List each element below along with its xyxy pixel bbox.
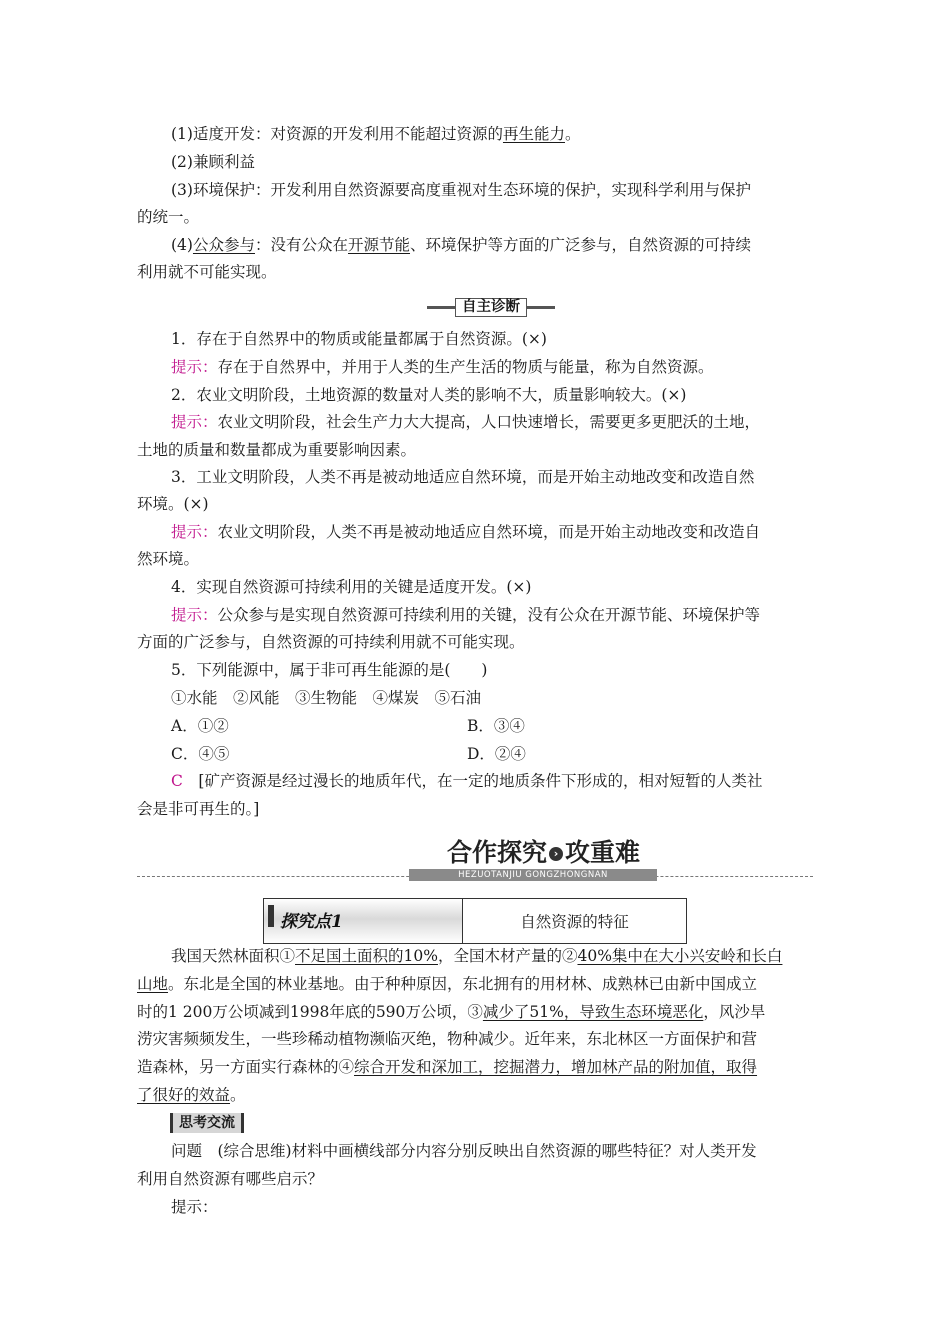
answer-explanation <box>171 771 813 791</box>
explore-label-cell <box>264 899 463 943</box>
label-bar <box>268 905 274 927</box>
hint-2-text: 农业文明阶段，社会生产力大大提高，人口快速增长，需要更多更肥沃的土地， <box>217 413 761 431</box>
hint-label: 提示： <box>171 358 218 376</box>
think-question-line2: 利用自然资源有哪些启示？ <box>137 1170 324 1188</box>
principle-4-underlined-1: 公众参与 <box>192 236 255 254</box>
principle-4-end: 、环境保护等方面的广泛参与，自然资源的可持续 <box>410 236 752 254</box>
passage-text: ，全国木材产量的② <box>437 947 578 965</box>
principle-4-line2: 利用就不可能实现。 <box>137 263 277 281</box>
passage-underline-4: 综合开发和深加工，挖掘潜力，增加林产品的附加值，取得 <box>354 1058 758 1076</box>
hint-3-text: 农业文明阶段，人类不再是被动地适应自然环境，而是开始主动地改变和改造自 <box>217 523 761 541</box>
banner-title-a: 合作探究 <box>447 838 548 867</box>
passage-underline-3: 减少了51%，导致生态环境恶化 <box>482 1003 704 1021</box>
option-a: A．①② <box>171 717 229 735</box>
explore-point-box <box>263 898 687 944</box>
hint-2 <box>171 412 813 432</box>
passage-text: 。东北是全国的林业基地。由于种种原因，东北拥有的用材林、成熟林已由新中国成立 <box>168 975 758 993</box>
question-4: 4．实现自然资源可持续利用的关键是适度开发。(×) <box>171 578 532 596</box>
question-2: 2．农业文明阶段，土地资源的数量对人类的影响不大，质量影响较大。(×) <box>171 386 687 404</box>
section-banner <box>137 836 813 886</box>
think-hint: 提示： <box>171 1198 218 1216</box>
banner-title <box>447 836 640 870</box>
answer-letter: C <box>171 772 183 790</box>
principle-4-mid: ：没有公众在 <box>254 236 348 254</box>
hint-4-line2: 方面的广泛参与，自然资源的可持续利用就不可能实现。 <box>137 633 525 651</box>
hint-4 <box>171 605 813 625</box>
passage-underline-1: 不足国土面积的10% <box>295 947 438 965</box>
arrow-icon: › <box>549 847 563 861</box>
principle-3-line1: (3)环境保护：开发利用自然资源要高度重视对生态环境的保护，实现科学利用与保护 <box>171 181 751 199</box>
passage-text: ，风沙旱 <box>703 1003 766 1021</box>
passage-text: 。 <box>230 1086 246 1104</box>
principle-1-text: (1)适度开发：对资源的开发利用不能超过资源的 <box>171 125 503 143</box>
principle-3-line2: 的统一。 <box>137 208 200 226</box>
hint-3-line2: 然环境。 <box>137 550 200 568</box>
principle-1-underlined: 再生能力 <box>502 125 565 143</box>
passage-line-1 <box>171 946 813 966</box>
passage-underline-2b: 山地 <box>137 975 169 993</box>
hint-label: 提示： <box>171 606 218 624</box>
explanation-line2: 会是非可再生的。] <box>137 800 260 818</box>
passage-line-6 <box>137 1085 813 1105</box>
hint-1-text: 存在于自然界中，并用于人类的生产生活的物质与能量，称为自然资源。 <box>217 358 714 376</box>
passage-line-3 <box>137 1002 813 1022</box>
passage-underline-2: 40%集中在大小兴安岭和长白 <box>577 947 783 965</box>
banner-subtitle: HEZUOTANJIU GONGZHONGNAN <box>409 869 657 881</box>
explore-topic: 自然资源的特征 <box>520 913 629 931</box>
think-exchange-label: 思考交流 <box>170 1113 244 1133</box>
self-diagnosis-badge <box>427 297 555 317</box>
passage-text: 时的1 200万公顷减到1998年底的590万公顷，③ <box>137 1003 483 1021</box>
principle-4 <box>171 235 813 255</box>
principle-1 <box>171 124 813 144</box>
option-b: B．③④ <box>467 717 525 735</box>
principle-4-underlined-2: 开源节能 <box>348 236 411 254</box>
passage-line-2 <box>137 974 813 994</box>
think-question: 问题 (综合思维)材料中画横线部分内容分别反映出自然资源的哪些特征？对人类开发 <box>171 1142 757 1160</box>
passage-underline-4b: 了很好的效益 <box>137 1086 231 1104</box>
passage-line-4: 涝灾害频频发生，一些珍稀动植物濒临灭绝，物种减少。近年来，东北林区一方面保护和营 <box>137 1030 758 1048</box>
hint-1 <box>171 357 813 377</box>
principle-2: (2)兼顾利益 <box>171 153 255 171</box>
hint-label: 提示： <box>171 523 218 541</box>
passage-text: 我国天然林面积① <box>171 947 296 965</box>
hint-3 <box>171 522 813 542</box>
question-5-items: ①水能 ②风能 ③生物能 ④煤炭 ⑤石油 <box>171 689 482 707</box>
explanation-text: [矿产资源是经过漫长的地质年代，在一定的地质条件下形成的，相对短暂的人类社 <box>198 772 763 790</box>
question-1: 1．存在于自然界中的物质或能量都属于自然资源。(×) <box>171 330 547 348</box>
question-5: 5．下列能源中，属于非可再生能源的是( ) <box>171 661 488 679</box>
hint-4-text: 公众参与是实现自然资源可持续利用的关键，没有公众在开源节能、环境保护等 <box>217 606 761 624</box>
question-3-line2: 环境。(×) <box>137 495 209 513</box>
principle-4-num: (4) <box>171 236 193 254</box>
hint-2-line2: 土地的质量和数量都成为重要影响因素。 <box>137 441 417 459</box>
passage-line-5 <box>137 1057 813 1077</box>
badge-label: 自主诊断 <box>455 298 527 317</box>
passage-text: 造森林，另一方面实行森林的④ <box>137 1058 355 1076</box>
principle-1-end: 。 <box>564 125 581 143</box>
hint-label: 提示： <box>171 413 218 431</box>
option-c: C．④⑤ <box>171 745 230 763</box>
explore-label: 探究点1 <box>280 912 343 932</box>
option-d: D．②④ <box>467 745 526 763</box>
banner-title-b: 攻重难 <box>565 838 641 867</box>
question-3: 3．工业文明阶段，人类不再是被动地适应自然环境，而是开始主动地改变和改造自然 <box>171 468 755 486</box>
